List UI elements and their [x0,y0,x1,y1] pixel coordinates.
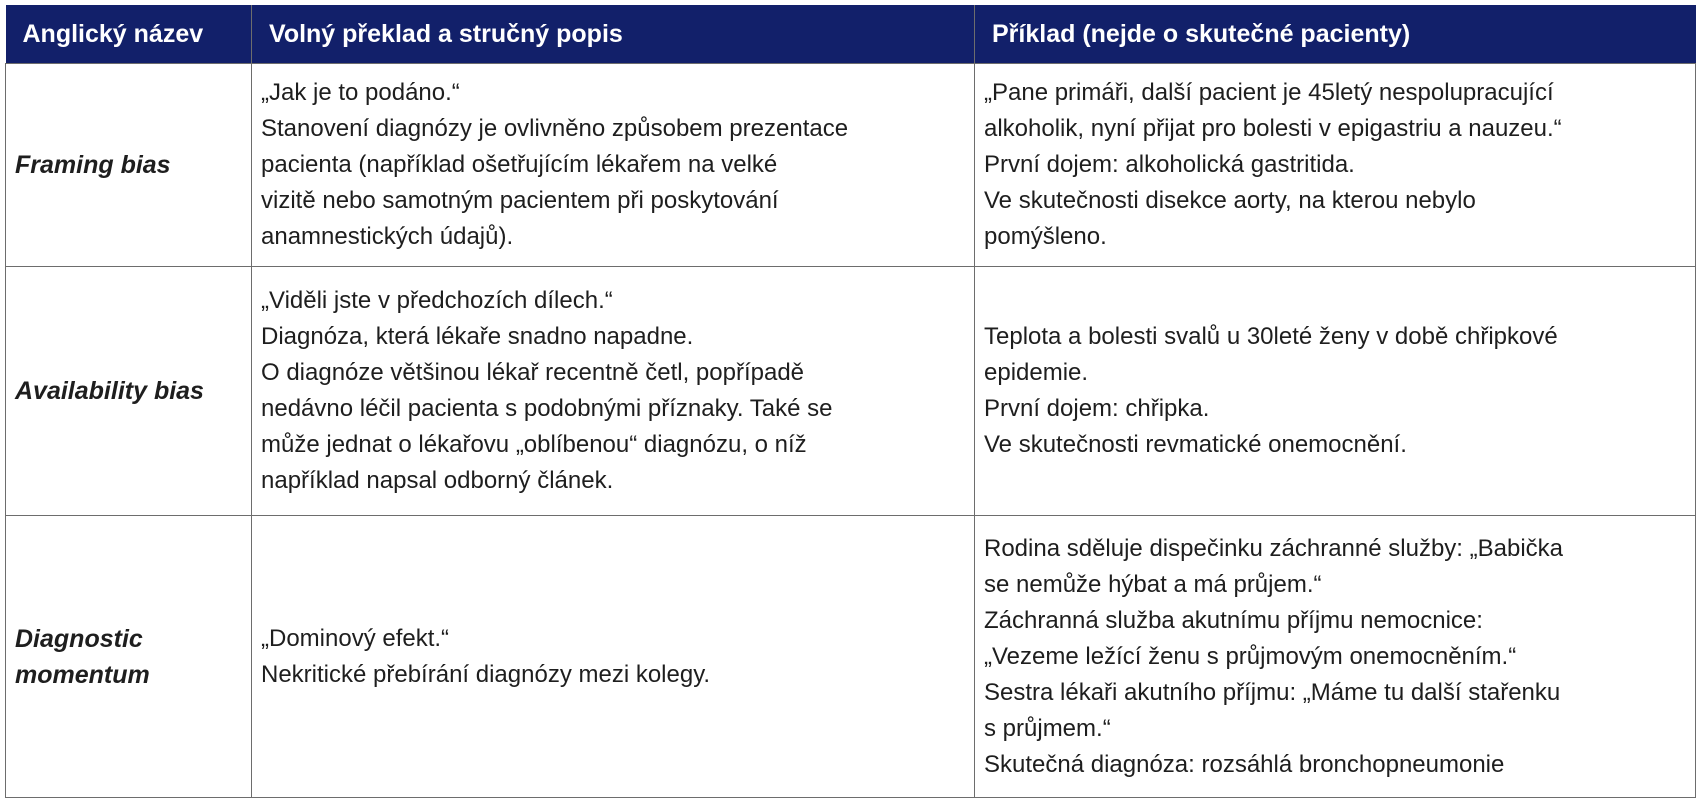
example-line: s průjmem.“ [984,714,1111,742]
header-row [6,5,1696,64]
example-line: se nemůže hýbat a má průjem.“ [984,570,1322,598]
description-line: například napsal odborný článek. [261,467,614,494]
example-line: Ve skutečnosti revmatické onemocnění. [984,431,1407,458]
description-line: Nekritické přebírání diagnózy mezi kolegy. [261,660,711,688]
example-line: Teplota a bolesti svalů u 30leté ženy v době chřipkové [984,323,1558,350]
example-line: Skutečná diagnóza: rozsáhlá bronchopneumonie [984,750,1505,778]
description-cell [252,267,975,516]
example-line: alkoholik, nyní přijat pro bolesti v epigastriu a nauzeu.“ [984,115,1562,142]
bias-name-line: momentum [15,660,150,689]
description-line: „Jak je to podáno.“ [261,79,460,106]
example-cell [975,64,1696,267]
description-cell [252,64,975,267]
example-cell [975,267,1696,516]
example-line: Ve skutečnosti disekce aorty, na kterou nebylo [984,187,1476,214]
bias-name-cell [6,64,252,267]
bias-name-cell [6,516,252,798]
bias-name-line: Diagnostic [15,624,143,653]
header-example: Příklad (nejde o skutečné pacienty) [975,5,1696,64]
example-line: Sestra lékaři akutního příjmu: „Máme tu další stařenku [984,678,1561,706]
description-line: Stanovení diagnózy je ovlivněno způsobem prezentace [261,115,849,142]
description-line: anamnestických údajů). [261,223,514,250]
example-line: Rodina sděluje dispečinku záchranné služby: „Babička [984,534,1563,562]
description-line: pacienta (například ošetřujícím lékařem na velké [261,151,778,178]
header-translation-description: Volný překlad a stručný popis [252,5,975,64]
bias-name-cell [6,267,252,516]
example-line: „Pane primáři, další pacient je 45letý nespolupracující [984,79,1554,106]
description-line: „Viděli jste v předchozích dílech.“ [261,287,613,314]
example-line: První dojem: chřipka. [984,395,1210,422]
table-row-diagnostic-momentum [6,516,1696,798]
description-line: může jednat o lékařovu „oblíbenou“ diagnózu, o níž [261,431,807,458]
example-line: pomýšleno. [984,223,1107,250]
description-line: nedávno léčil pacienta s podobnými příznaky. Také se [261,395,833,422]
description-line: vizitě nebo samotným pacientem při poskytování [261,187,779,214]
example-line: Záchranná služba akutnímu příjmu nemocnice: [984,606,1483,634]
description-line: „Dominový efekt.“ [261,624,450,652]
example-line: „Vezeme ležící ženu s průjmovým onemocněním.“ [984,642,1517,670]
bias-name: Availability bias [15,377,204,405]
example-line: První dojem: alkoholická gastritida. [984,151,1355,178]
table-row-framing-bias [6,64,1696,267]
table-row-availability-bias [6,267,1696,516]
example-line: epidemie. [984,359,1089,386]
description-line: O diagnóze většinou lékař recentně četl, popřípadě [261,359,805,386]
bias-name: Framing bias [15,151,171,179]
cognitive-bias-table [5,5,1696,798]
table-body [6,64,1696,798]
table-header [6,5,1696,64]
header-english-name: Anglický název [6,5,252,64]
description-cell [252,516,975,798]
example-cell [975,516,1696,798]
description-line: Diagnóza, která lékaře snadno napadne. [261,323,694,350]
